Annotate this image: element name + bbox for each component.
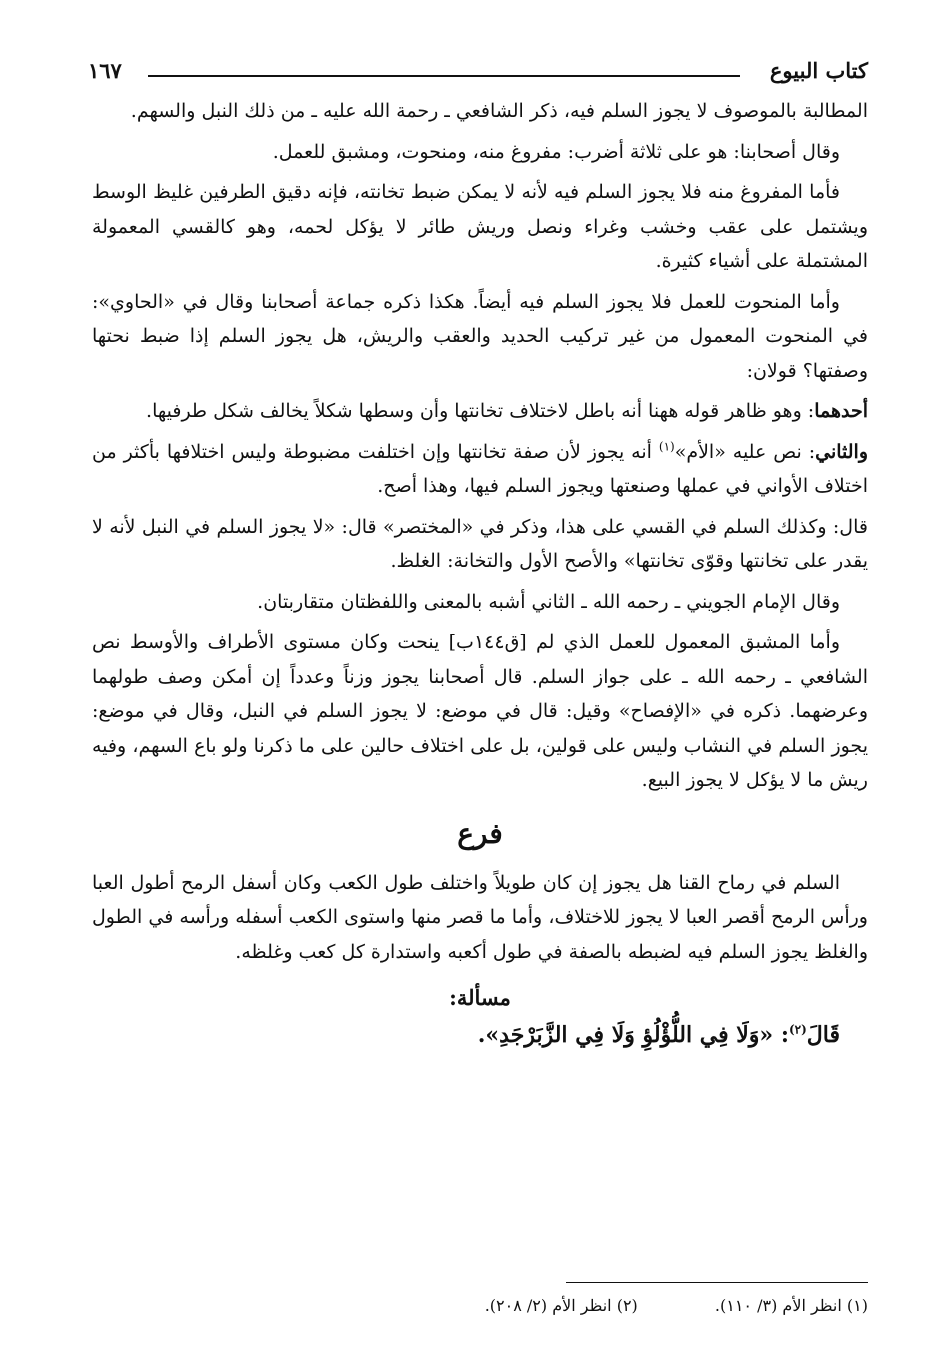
footnotes bbox=[92, 1292, 868, 1320]
paragraph-text: : نص عليه «الأم» bbox=[674, 440, 816, 463]
paragraph: قال: وكذلك السلم في القسي على هذا، وذكر في «المختصر» قال: «لا يجوز السلم في النبل لأنه لا يقدر على تخانتها وقوّى تخانتها» والأصح الأول والتخانة: الغلظ. bbox=[92, 515, 868, 572]
footnote-rule bbox=[566, 1282, 868, 1283]
section-heading-masala: مسألة: bbox=[449, 985, 511, 1010]
paragraph-second-opinion bbox=[92, 435, 868, 504]
paragraph-lead: والثاني bbox=[815, 440, 869, 463]
paragraph-first-opinion bbox=[92, 394, 868, 429]
paragraph: وقال الإمام الجويني ـ رحمه الله ـ الثاني أشبه بالمعنى واللفظتان متقاربتان. bbox=[257, 590, 840, 613]
paragraph: السلم في رماح القنا هل يجوز إن كان طويلاً واختلف طول الكعب وكان أسفل الرمح أطول العبا ورأس الرمح أقصر العبا لا يجوز للاختلاف، وأما ما قصر منها واستوى الكعب أسفله ورأسه في الطول والغلظ يجوز السلم فيه لضبطه بالصفة في طول أكعبه واستدارة كل كعب وغلظه. bbox=[92, 871, 868, 963]
paragraph: فأما المفروغ منه فلا يجوز السلم فيه لأنه لا يمكن ضبط تخانته، فإنه دقيق الطرفين غليظ الوسط ويشتمل على عقب وخشب وغراء ونصل وريش طائر لا يؤكل لحمه، وهو كالقسي المعمولة المشتملة على أشياء كثيرة. bbox=[92, 181, 868, 272]
header-rule bbox=[148, 75, 740, 77]
paragraph-text: أنه يجوز لأن صفة تخانتها وإن اختلفت مضبوطة وليس اختلافها بأكثر من اختلاف الأواني في عملها وصنعتها ويجوز السلم فيها، وهذا أصح. bbox=[92, 440, 868, 497]
footnote-ref: (٢) bbox=[788, 1022, 807, 1037]
paragraph-text: : «وَلَا فِي اللُّؤْلُؤِ وَلَا فِي الزَّبَرْجَدِ». bbox=[477, 1021, 789, 1048]
section-heading-far: فرع bbox=[457, 816, 503, 850]
footnote-2: (٢) انظر الأم (٢/ ٢٠٨). bbox=[484, 1296, 638, 1315]
footnote-1: (١) انظر الأم (٣/ ١١٠). bbox=[714, 1296, 868, 1315]
main-text bbox=[92, 94, 868, 1058]
chapter-title: كتاب البيوع bbox=[769, 58, 868, 83]
paragraph: وأما المنحوت للعمل فلا يجوز السلم فيه أيضاً. هكذا ذكره جماعة أصحابنا وقال في «الحاوي»: في المنحوت المعمول من غير تركيب الحديد والعقب والريش، هل يجوز السلم إذا ضبط نحتها وصفتها؟ قولان: bbox=[92, 290, 868, 382]
page-number: ١٦٧ bbox=[88, 58, 122, 83]
paragraph: وقال أصحابنا: هو على ثلاثة أضرب: مفروغ منه، ومنحوت، ومشبق للعمل. bbox=[272, 140, 840, 163]
paragraph-lead: أحدهما bbox=[814, 400, 868, 422]
paragraph: وأما المشبق المعمول للعمل الذي لم [ق١٤٤ب] ينحت وكان مستوى الأطراف والأوسط نص الشافعي ـ رحمه الله ـ على جواز السلم. قال أصحابنا يجوز وزناً وعدداً إن أمكن وصف طولهما وعرضهما. ذكره في «الإفصاح» وقيل: قال في موضع: لا يجوز السلم في النبل، وقال في موضع: يجوز السلم في النشاب وليس على قولين، بل على اختلاف حالين على ما ذكرنا ولو باع السهم، وفيه ريش ما لا يؤكل لا يجوز البيع. bbox=[92, 631, 868, 791]
quoted-statement bbox=[92, 1018, 868, 1053]
paragraph: المطالبة بالموصوف لا يجوز السلم فيه، ذكر الشافعي ـ رحمة الله عليه ـ من ذلك النبل والسهم. bbox=[130, 100, 868, 122]
footnote-ref: (١) bbox=[658, 439, 675, 454]
paragraph-lead: قَالَ bbox=[806, 1021, 840, 1048]
running-header bbox=[88, 58, 868, 92]
paragraph-text: : وهو ظاهر قوله ههنا أنه باطل لاختلاف تخانتها وأن وسطها شكلاً يخالف شكل طرفيها. bbox=[146, 400, 815, 422]
